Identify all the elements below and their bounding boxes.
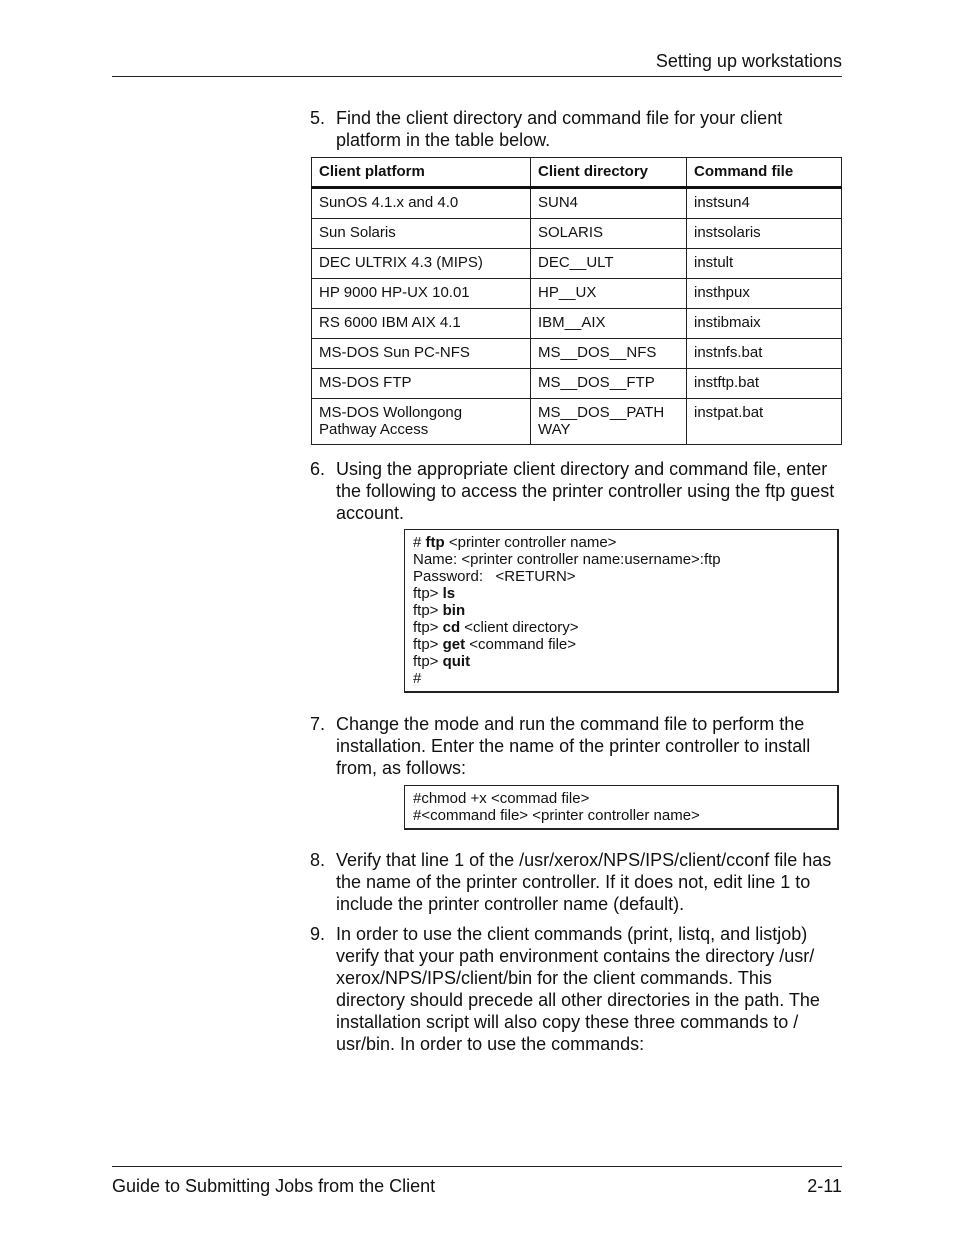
table-cell: HP__UX — [531, 279, 687, 309]
client-platform-table — [311, 157, 842, 445]
table-cell: instnfs.bat — [687, 339, 842, 369]
page-number: 2-11 — [807, 1176, 842, 1196]
footer-title: Guide to Submitting Jobs from the Client — [112, 1176, 436, 1196]
running-header: Setting up workstations — [655, 51, 842, 71]
step-6 — [310, 458, 840, 524]
step-8 — [310, 849, 840, 915]
table-row — [312, 249, 842, 279]
table-row — [312, 369, 842, 399]
table-cell: instibmaix — [687, 309, 842, 339]
step-number: 7. — [310, 714, 326, 734]
step-7 — [310, 713, 840, 779]
table-cell: insthpux — [687, 279, 842, 309]
step-9 — [310, 923, 840, 1055]
table-cell: MS-DOS Sun PC-NFS — [312, 339, 531, 369]
table-row — [312, 219, 842, 249]
table-cell: RS 6000 IBM AIX 4.1 — [312, 309, 531, 339]
table-cell: MS__DOS__FTP — [531, 369, 687, 399]
code-line: ftp> ls — [413, 585, 456, 602]
table-cell: Sun Solaris — [312, 219, 531, 249]
code-line: ftp> cd <client directory> — [413, 619, 579, 636]
table-cell: IBM__AIX — [531, 309, 687, 339]
code-line: Password: <RETURN> — [413, 568, 576, 585]
code-line: Name: <printer controller name:username>:ftp — [413, 551, 721, 568]
table-cell: MS-DOS FTP — [312, 369, 531, 399]
code-line: ftp> quit — [413, 653, 471, 670]
table-cell: instsolaris — [687, 219, 842, 249]
table-header-row — [312, 158, 842, 188]
step-number: 8. — [310, 850, 326, 870]
table-header-cell: Client platform — [312, 158, 531, 188]
table-cell: MS-DOS Wollongong Pathway Access — [312, 399, 531, 445]
step-text: In order to use the client commands (print, listq, and listjob) verify that your path environment contains the directory /usr/ xerox/NPS/IPS/client/bin for the client commands. This directory should precede all other directories in the path. The installation script will also copy these three commands to / usr/bin. In order to use the commands: — [336, 924, 820, 1054]
table-row — [312, 279, 842, 309]
table-cell: instftp.bat — [687, 369, 842, 399]
code-line: # — [413, 670, 422, 687]
table-cell: instsun4 — [687, 188, 842, 219]
table-row — [312, 399, 842, 445]
table-row — [312, 339, 842, 369]
step-5 — [310, 107, 840, 151]
header-rule — [112, 76, 842, 77]
step-number: 6. — [310, 459, 326, 479]
code-line: #<command file> <printer controller name> — [413, 807, 700, 824]
step-number: 9. — [310, 924, 326, 944]
footer-rule — [112, 1166, 842, 1167]
table-row — [312, 309, 842, 339]
table-cell: instpat.bat — [687, 399, 842, 445]
code-line: # ftp <printer controller name> — [413, 534, 617, 551]
step-text: Using the appropriate client directory and command file, enter the following to access the printer controller using the ftp guest account. — [336, 459, 835, 523]
table-cell: MS__DOS__PATH WAY — [531, 399, 687, 445]
step-text: Verify that line 1 of the /usr/xerox/NPS/IPS/client/cconf file has the name of the printer controller. If it does not, edit line 1 to include the printer controller name (default). — [336, 850, 832, 914]
step-text: Change the mode and run the command file to perform the installation. Enter the name of the printer controller to install from, as follows: — [336, 714, 811, 778]
install-command-box — [404, 785, 839, 830]
code-line: #chmod +x <commad file> — [413, 790, 590, 807]
table-cell: DEC__ULT — [531, 249, 687, 279]
code-line: ftp> bin — [413, 602, 466, 619]
table-cell: DEC ULTRIX 4.3 (MIPS) — [312, 249, 531, 279]
table-cell: SUN4 — [531, 188, 687, 219]
table-row — [312, 188, 842, 219]
table-cell: MS__DOS__NFS — [531, 339, 687, 369]
table-cell: SOLARIS — [531, 219, 687, 249]
code-line: ftp> get <command file> — [413, 636, 576, 653]
table-cell: SunOS 4.1.x and 4.0 — [312, 188, 531, 219]
table-header-cell: Client directory — [531, 158, 687, 188]
ftp-command-box — [404, 529, 839, 693]
table-header-cell: Command file — [687, 158, 842, 188]
table-cell: HP 9000 HP-UX 10.01 — [312, 279, 531, 309]
step-number: 5. — [310, 108, 326, 128]
step-text: Find the client directory and command file for your client platform in the table below. — [336, 108, 783, 150]
table-cell: instult — [687, 249, 842, 279]
